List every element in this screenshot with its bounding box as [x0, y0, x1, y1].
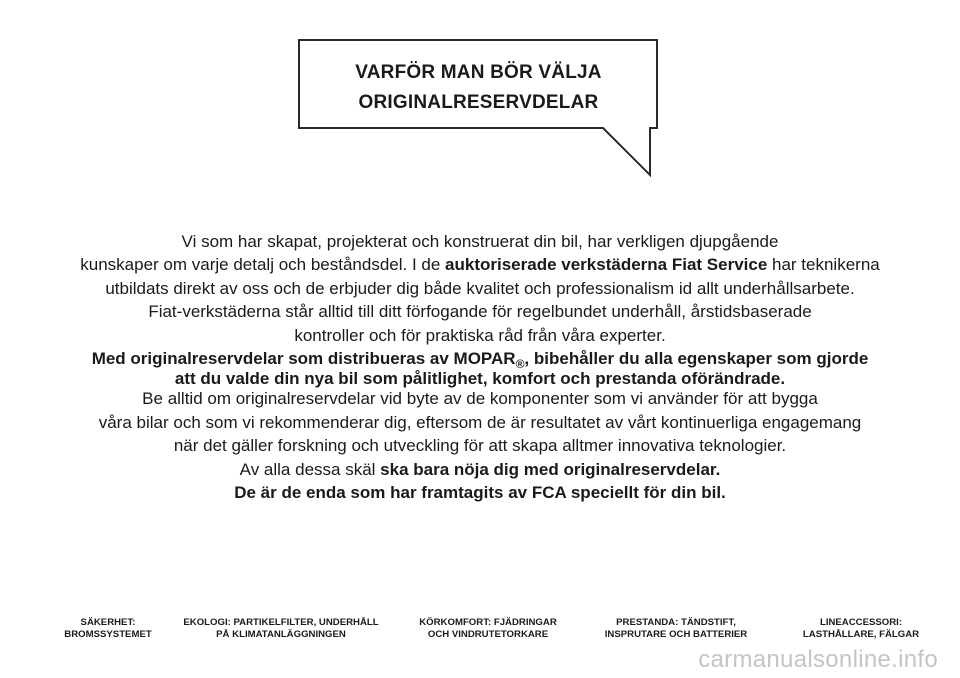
body-line-bold: att du valde din nya bil som pålitlighet, komfort och prestanda oförändrade. [174, 369, 786, 389]
title-line-2: ORIGINALRESERVDELAR [358, 92, 599, 113]
body-text-segment: har teknikerna [767, 255, 880, 275]
footer-item-line: INSPRUTARE OCH BATTERIER [604, 628, 748, 640]
footer-item-korkomfort [419, 617, 557, 640]
footer-item-line: KÖRKOMFORT: FJÄDRINGAR [419, 617, 557, 628]
footer-item-lineaccessori [803, 617, 919, 640]
body-line: Be alltid om originalreservdelar vid byte av de komponenter som vi använder för att bygga [142, 389, 818, 409]
body-text-segment: , bibehåller du alla egenskaper som gjorde [524, 349, 869, 369]
body-line: kontroller och för praktiska råd från våra experter. [294, 325, 666, 345]
footer-item-line: EKOLOGI: PARTIKELFILTER, UNDERHÅLL [183, 617, 379, 628]
footer-item-prestanda [605, 617, 748, 640]
body-text [40, 230, 920, 504]
footer-item-sakerhet [64, 617, 151, 640]
title-line-1: VARFÖR MAN BÖR VÄLJA [355, 62, 602, 83]
body-line: våra bilar och som vi rekommenderar dig, eftersom de är resultatet av vårt kontinuerliga engagemang [98, 412, 862, 432]
registered-mark: ® [515, 357, 525, 372]
watermark: carmanualsonline.info [698, 646, 938, 673]
highlight-originalreservdelar: ska bara nöja dig med originalreservdelar. [380, 459, 721, 479]
body-text-segment: Av alla dessa skäl [239, 459, 381, 479]
footer-categories [0, 617, 960, 647]
footer-item-line: OCH VINDRUTETORKARE [427, 628, 549, 640]
body-line: när det gäller forskning och utveckling för att skapa alltmer innovativa teknologier. [173, 436, 787, 456]
body-line [40, 458, 920, 481]
highlight-auktoriserade-verkstader: auktoriserade verkstäderna Fiat Service [445, 255, 768, 275]
body-line: Vi som har skapat, projekterat och konstruerat din bil, har verkligen djupgående [181, 232, 779, 251]
footer-item-line: LASTHÅLLARE, FÄLGAR [802, 628, 920, 640]
body-line-bold [40, 347, 920, 370]
footer-item-line: LINEACCESSORI: [819, 617, 903, 628]
footer-item-line: SÄKERHET: [80, 617, 136, 628]
body-line [40, 253, 920, 276]
footer-item-line: BROMSSYSTEMET [64, 628, 152, 640]
footer-item-line: PÅ KLIMATANLÄGGNINGEN [216, 628, 346, 640]
footer-item-ekologi [183, 617, 378, 640]
page-title [300, 58, 657, 118]
body-line: utbildats direkt av oss och de erbjuder dig både kvalitet och professionalism id allt underhållsarbete. [105, 278, 855, 298]
body-text-segment: Med originalreservdelar som distribueras av MOPAR [91, 349, 516, 369]
footer-item-line: PRESTANDA: TÄNDSTIFT, [616, 617, 736, 628]
body-line-bold: De är de enda som har framtagits av FCA speciellt för din bil. [234, 483, 726, 503]
body-text-segment: kunskaper om varje detalj och beståndsdel. I de [80, 255, 446, 275]
body-line: Fiat-verkstäderna står alltid till ditt förfogande för regelbundet underhåll, årstidsbaserade [148, 302, 812, 322]
